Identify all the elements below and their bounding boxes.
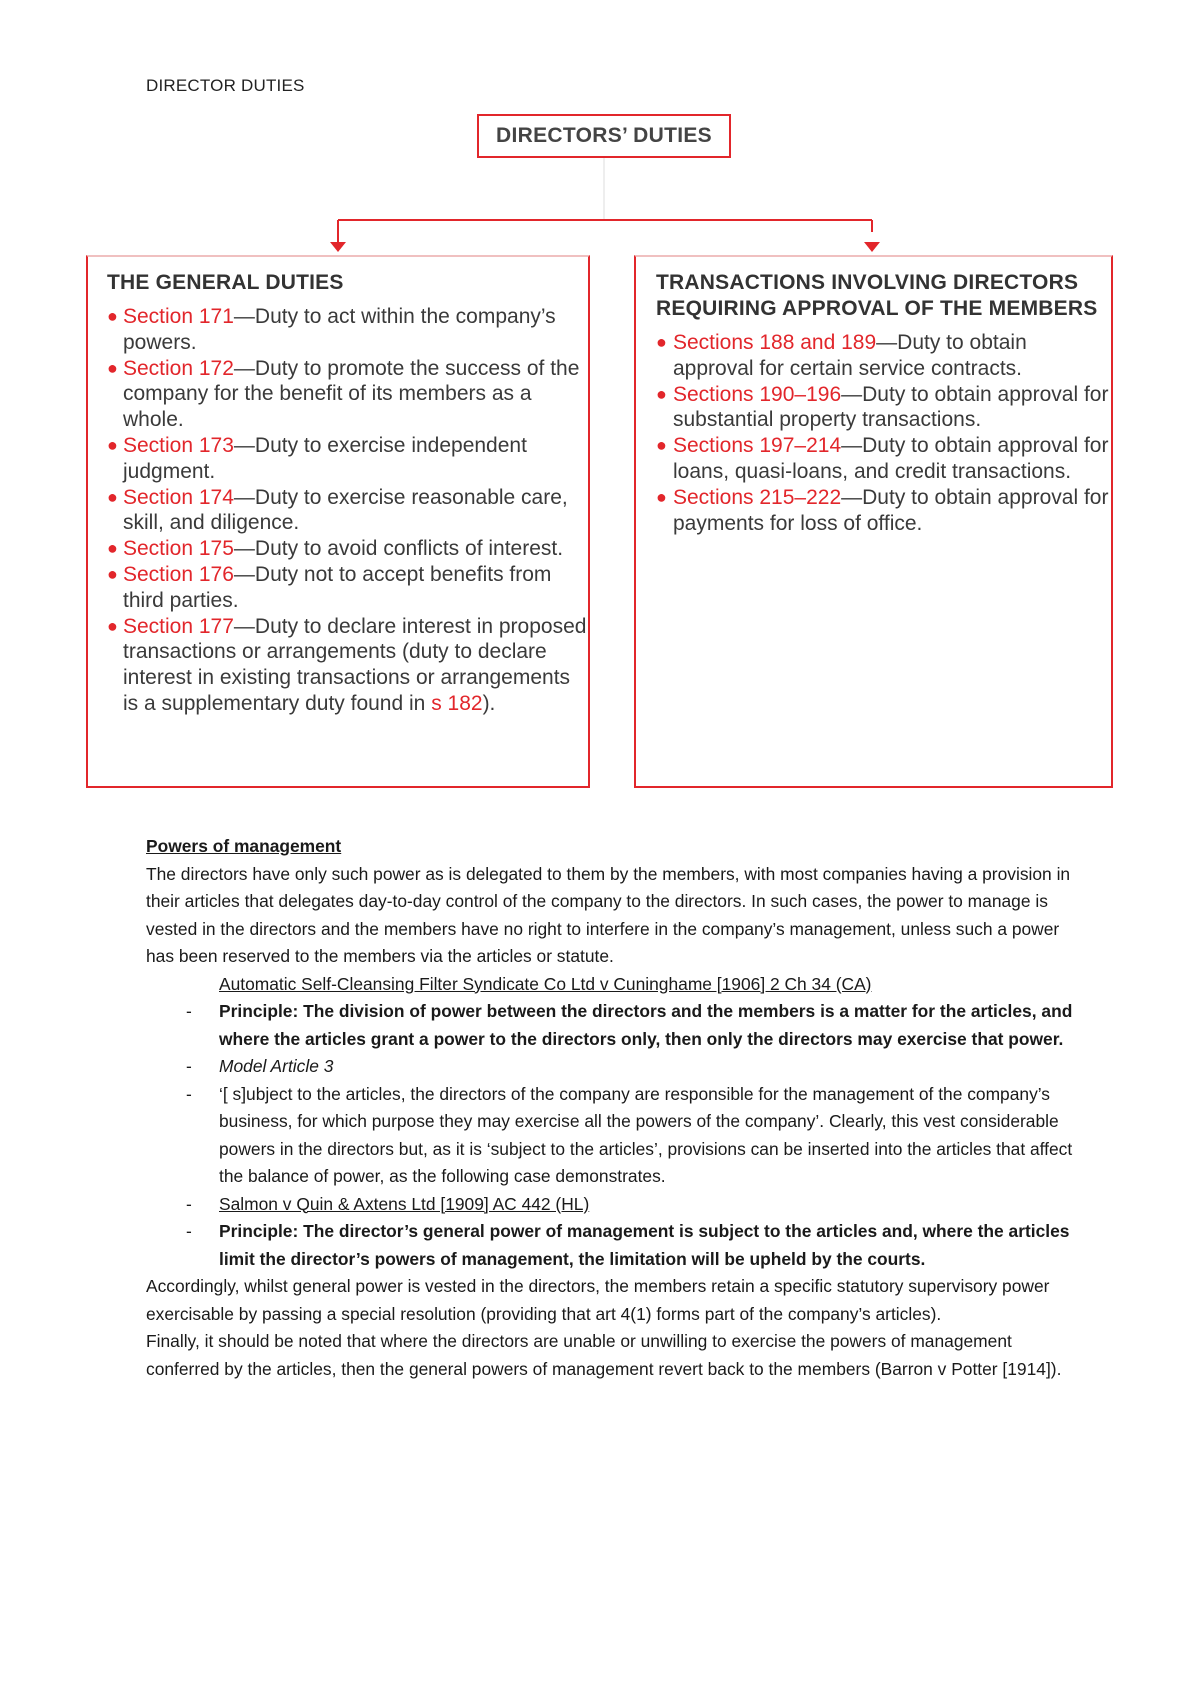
general-duties-title: THE GENERAL DUTIES: [107, 271, 344, 294]
section-ref: Section 177: [123, 614, 234, 638]
dash-marker: -: [186, 1193, 192, 1214]
bullet-icon: ●: [656, 383, 667, 404]
bullet-icon: ●: [107, 306, 118, 326]
bullet-icon: ●: [107, 538, 118, 559]
list-item: [88, 304, 588, 356]
duty-text: ).: [482, 691, 496, 715]
paragraph: Accordingly, whilst general power is vested in the directors, the members retain a specific statutory supervisory power exercisable by passing a special resolution (providing that art 4(1) forms part of the company’s articles).: [146, 1276, 1050, 1324]
directors-duties-diagram: [0, 0, 1200, 800]
list-item: [146, 1218, 1086, 1273]
bullet-icon: ●: [107, 357, 118, 378]
duty-text: —Duty to promote the success of the company for the benefit of its members as a whole.: [123, 356, 580, 432]
section-ref: Section 174: [123, 485, 234, 509]
section-ref: s 182: [431, 691, 483, 715]
bullet-icon: ●: [107, 615, 118, 636]
list-item: [636, 330, 1111, 382]
duty-text: —Duty to avoid conflicts of interest.: [233, 537, 564, 561]
general-duties-panel: [86, 255, 590, 788]
list-item: [88, 356, 588, 433]
list-item: [146, 1053, 1086, 1081]
general-duties-list: [88, 304, 588, 717]
bullet-icon: ●: [656, 486, 667, 507]
paragraph: Finally, it should be noted that where the directors are unable or unwilling to exercise the powers of management conferred by the articles, then the general powers of management revert back to the members (Barron v Potter [1914]).: [146, 1331, 1062, 1379]
section-heading: Powers of management: [146, 836, 342, 856]
list-item: [88, 433, 588, 485]
principle-text: Principle: The director’s general power of management is subject to the articles and, where the articles limit the director’s powers of management, the limitation will be upheld by the courts.: [219, 1221, 1070, 1269]
list-item: [636, 433, 1111, 485]
bullet-icon: ●: [107, 434, 118, 455]
duty-text: —Duty to obtain approval for substantial property transactions.: [673, 382, 1109, 432]
model-article-text: Model Article 3: [219, 1056, 334, 1076]
list-item: [146, 1191, 1086, 1219]
duty-text: —Duty to exercise reasonable care, skill, and diligence.: [123, 485, 568, 535]
section-ref: Section 173: [123, 433, 234, 457]
bullet-icon: ●: [656, 332, 667, 352]
dash-marker: -: [186, 1001, 192, 1021]
section-ref: Section 176: [123, 562, 234, 586]
duty-text: —Duty to obtain approval for loans, quasi-loans, and credit transactions.: [673, 434, 1109, 483]
duty-text: —Duty to act within the company’s powers.: [123, 305, 556, 354]
duty-text: —Duty not to accept benefits from third parties.: [123, 562, 552, 612]
case-citation: Salmon v Quin & Axtens Ltd [1909] AC 442 (HL): [219, 1193, 590, 1214]
list-item: [636, 382, 1111, 434]
dash-marker: -: [186, 1221, 192, 1241]
section-ref: Sections 188 and 189: [673, 331, 877, 354]
bullet-icon: ●: [107, 486, 118, 507]
duty-text: —Duty to obtain approval for payments for loss of office.: [673, 485, 1109, 535]
duty-text: —Duty to obtain approval for certain service contracts.: [673, 331, 1027, 380]
section-ref: Sections 190–196: [673, 382, 842, 406]
section-ref: Sections 197–214: [673, 434, 842, 458]
powers-of-management-section: [146, 833, 1086, 1383]
section-ref: Section 171: [123, 305, 234, 328]
page-heading: DIRECTOR DUTIES: [146, 76, 305, 95]
quote-text: ‘[ s]ubject to the articles, the directors of the company are responsible for the management of the company’s business, for which purpose they may exercise all the powers of the company’. Clearly, this vest considerable powers in the directors but, as it is ‘subject to the articles’, provisions can be inserted into the articles that affect the balance of power, as the following case demonstrates.: [219, 1083, 1073, 1186]
list-item: [146, 998, 1086, 1053]
list-item: [636, 485, 1111, 537]
section-ref: Section 175: [123, 537, 234, 561]
duty-text: —Duty to exercise independent judgment.: [123, 433, 527, 483]
list-item: [88, 614, 588, 717]
bullet-icon: ●: [656, 435, 667, 456]
section-ref: Section 172: [123, 356, 234, 380]
list-item: [88, 485, 588, 537]
section-ref: Sections 215–222: [673, 485, 842, 509]
principle-text: Principle: The division of power between the directors and the members is a matter for the articles, and where the articles grant a power to the directors only, then only the directors may exercise that power.: [219, 1001, 1073, 1049]
notes-list: [146, 998, 1086, 1273]
approval-transactions-title: TRANSACTIONS INVOLVING DIRECTORS REQUIRING APPROVAL OF THE MEMBERS: [656, 271, 1098, 320]
dash-marker: -: [186, 1056, 192, 1076]
intro-paragraph: The directors have only such power as is delegated to them by the members, with most companies having a provision in their articles that delegates day-to-day control of the company to the directors. In such cases, the power to manage is vested in the directors and the members have no right to interfere in the company’s management, unless such a power has been reserved to the members via the articles or statute.: [146, 863, 1071, 966]
approval-transactions-panel: [634, 255, 1113, 788]
approval-transactions-list: [636, 330, 1111, 536]
list-item: [88, 562, 588, 614]
duty-text: —Duty to declare interest in proposed transactions or arrangements (duty to declare interest in existing transactions or arrangements is a supplementary duty found in: [123, 614, 587, 715]
list-item: [88, 536, 588, 562]
case-citation: Automatic Self-Cleansing Filter Syndicate Co Ltd v Cuninghame [1906] 2 Ch 34 (CA): [219, 973, 872, 994]
bullet-icon: ●: [107, 563, 118, 584]
diagram-root-box: DIRECTORS’ DUTIES: [477, 114, 731, 158]
list-item: [146, 1081, 1086, 1191]
dash-marker: -: [186, 1083, 192, 1104]
